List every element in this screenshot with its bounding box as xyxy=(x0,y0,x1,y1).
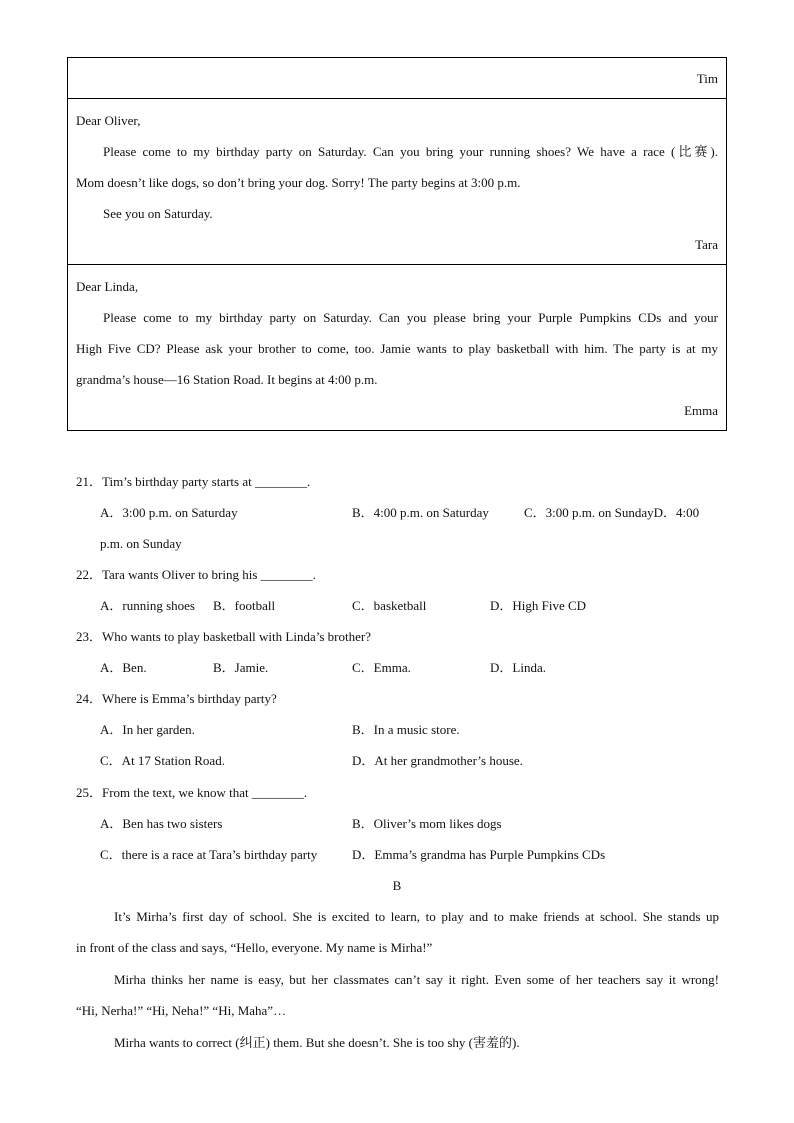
option-21a: A．3:00 p.m. on Saturday xyxy=(100,505,238,520)
option-25a: A．Ben has two sisters xyxy=(100,816,223,831)
option-25d: D．Emma’s grandma has Purple Pumpkins CDs xyxy=(352,847,606,862)
paragraph-1 xyxy=(76,901,719,963)
paragraph-line: “Hi, Nerha!” “Hi, Neha!” “Hi, Maha”… xyxy=(76,1003,287,1018)
signature-tim: Tim xyxy=(696,71,718,86)
letter-line: See you on Saturday. xyxy=(103,206,213,221)
paragraph-line: It’s Mirha’s first day of school. She is excited to learn, to play and to make friends at school. She stands up xyxy=(114,909,719,924)
option-24b: B．In a music store. xyxy=(352,722,460,737)
letter-line: Mom doesn’t like dogs, so don’t bring your dog. Sorry! The party begins at 3:00 p.m. xyxy=(76,175,521,190)
signature-tara: Tara xyxy=(695,237,718,252)
question-21: 21．Tim’s birthday party starts at ________. xyxy=(76,474,311,489)
signature-emma: Emma xyxy=(684,403,718,418)
letter-tim xyxy=(68,58,726,98)
question-22: 22．Tara wants Oliver to bring his ________. xyxy=(76,567,316,582)
option-24a: A．In her garden. xyxy=(100,722,195,737)
greeting-oliver: Dear Oliver, xyxy=(76,113,141,128)
option-24d: D．At her grandmother’s house. xyxy=(352,753,523,768)
greeting-linda: Dear Linda, xyxy=(76,279,139,294)
letter-emma xyxy=(68,264,726,430)
question-24: 24．Where is Emma’s birthday party? xyxy=(76,691,277,706)
option-23a: A．Ben. xyxy=(100,660,147,675)
paragraph-line: Mirha thinks her name is easy, but her classmates can’t say it right. Even some of her teachers say it wrong! xyxy=(114,972,719,987)
letter-line: Please come to my birthday party on Saturday. Can you please bring your Purple Pumpkins CDs and your xyxy=(103,310,718,325)
paragraph-line: Mirha wants to correct (纠正) them. But she doesn’t. She is too shy (害羞的). xyxy=(114,1035,520,1050)
letters-table xyxy=(67,57,727,431)
letter-line: Please come to my birthday party on Saturday. Can you bring your running shoes? We have a race (比赛). xyxy=(103,144,718,159)
option-22d: D．High Five CD xyxy=(490,598,587,613)
section-heading-b: B xyxy=(392,878,402,893)
option-23c: C．Emma. xyxy=(352,660,411,675)
option-23b: B．Jamie. xyxy=(213,660,269,675)
option-23d: D．Linda. xyxy=(490,660,546,675)
option-21c: C．3:00 p.m. on SundayD．4:00 xyxy=(524,505,700,520)
letter-line: grandma’s house—16 Station Road. It begins at 4:00 p.m. xyxy=(76,372,378,387)
option-21d-wrap: p.m. on Sunday xyxy=(100,536,182,551)
paragraph-2 xyxy=(76,964,719,1026)
paragraph-3 xyxy=(76,1027,719,1058)
option-24c: C．At 17 Station Road. xyxy=(100,753,225,768)
option-22a: A．running shoes xyxy=(100,598,195,613)
option-25c: C．there is a race at Tara’s birthday party xyxy=(100,847,318,862)
option-22b: B．football xyxy=(213,598,276,613)
letter-line: High Five CD? Please ask your brother to come, too. Jamie wants to play basketball with him. The party is at my xyxy=(76,341,718,356)
paragraph-line: in front of the class and says, “Hello, everyone. My name is Mirha!” xyxy=(76,940,433,955)
letter-tara xyxy=(68,98,726,264)
option-21b: B．4:00 p.m. on Saturday xyxy=(352,505,489,520)
option-22c: C．basketball xyxy=(352,598,427,613)
question-25: 25．From the text, we know that ________. xyxy=(76,785,308,800)
question-23: 23．Who wants to play basketball with Linda’s brother? xyxy=(76,629,371,644)
option-25b: B．Oliver’s mom likes dogs xyxy=(352,816,502,831)
